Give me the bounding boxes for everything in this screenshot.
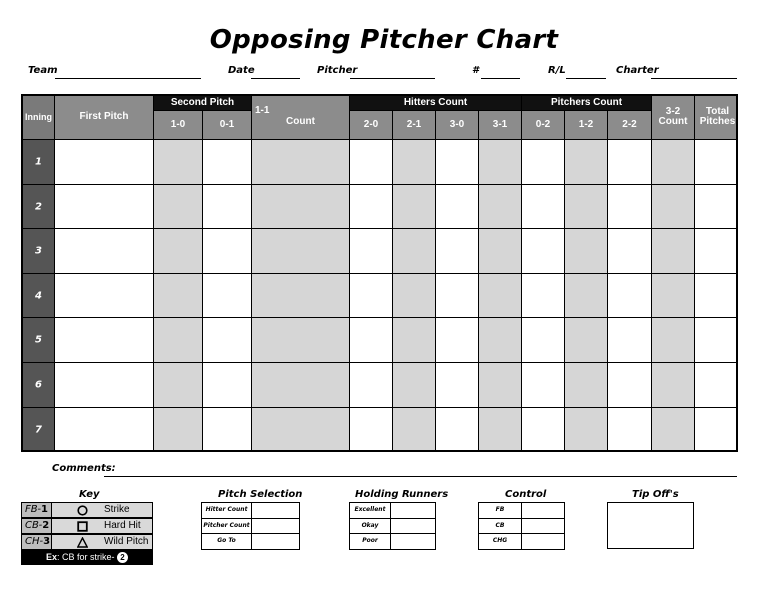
holding-runners-table: [349, 502, 436, 550]
tip-offs-box[interactable]: [607, 502, 694, 549]
count-1-0-cell[interactable]: [154, 318, 203, 363]
first-pitch-cell[interactable]: [55, 274, 154, 318]
col-header-total-pitches: Total Pitches: [695, 96, 738, 140]
count-3-0-cell[interactable]: [436, 408, 479, 452]
count-1-2-cell[interactable]: [565, 229, 608, 274]
table-row[interactable]: Excellent: [350, 503, 435, 519]
inning-number: 5: [35, 334, 42, 346]
pitcher-label: Pitcher: [317, 65, 358, 76]
control-table: [478, 502, 565, 550]
count-2-0-cell[interactable]: [350, 363, 393, 408]
pitch-selection-table: [201, 502, 300, 550]
first-pitch-cell[interactable]: [55, 363, 154, 408]
count-1-2-cell[interactable]: [565, 408, 608, 452]
count-3-1-cell[interactable]: [479, 274, 522, 318]
count-2-2-cell[interactable]: [608, 274, 652, 318]
first-pitch-header: First Pitch: [55, 96, 154, 140]
count-3-1-cell[interactable]: [479, 408, 522, 452]
table-row[interactable]: Okay: [350, 519, 435, 534]
count-3-0-cell[interactable]: [436, 229, 479, 274]
count-1-1-cell[interactable]: [252, 408, 350, 452]
table-row[interactable]: Poor: [350, 534, 435, 549]
count-2-1-cell[interactable]: [393, 274, 436, 318]
rl-field[interactable]: [566, 78, 606, 79]
second-pitch-header: Second Pitch: [154, 96, 252, 111]
rl-label: R/L: [548, 65, 566, 76]
pitch-chart-grid: [21, 94, 738, 452]
first-pitch-cell[interactable]: [55, 140, 154, 185]
count-3-1-cell[interactable]: [479, 229, 522, 274]
count-0-2-cell[interactable]: [522, 274, 565, 318]
total-pitches-cell[interactable]: [695, 318, 738, 363]
table-row[interactable]: CHG: [479, 534, 564, 549]
count-0-2-cell[interactable]: [522, 363, 565, 408]
col-header-0-2: 0-2: [522, 111, 565, 140]
inning-number: 4: [35, 290, 42, 301]
comments-label: Comments:: [52, 463, 116, 474]
circle-icon: [77, 505, 88, 516]
pitcher-field[interactable]: [350, 78, 435, 79]
total-pitches-cell[interactable]: [695, 274, 738, 318]
table-row[interactable]: FB: [479, 503, 564, 519]
triangle-icon: [77, 537, 88, 548]
count-0-2-cell[interactable]: [522, 408, 565, 452]
pitch-selection-title: Pitch Selection: [218, 489, 303, 500]
count-1-1-cell[interactable]: [252, 318, 350, 363]
table-row[interactable]: Go To: [202, 534, 299, 549]
count-3-2-cell[interactable]: [652, 318, 695, 363]
count-3-2-cell[interactable]: [652, 140, 695, 185]
count-1-1-cell[interactable]: [252, 185, 350, 229]
count-0-2-cell[interactable]: [522, 140, 565, 185]
pitchers-count-header: Pitchers Count: [522, 96, 652, 111]
col-header-2-1: 2-1: [393, 111, 436, 140]
count-1-2-cell[interactable]: [565, 185, 608, 229]
count-3-0-cell[interactable]: [436, 185, 479, 229]
key-code: FB-1: [21, 502, 52, 518]
total-pitches-cell[interactable]: [695, 363, 738, 408]
count-3-2-cell[interactable]: [652, 185, 695, 229]
count-2-0-cell[interactable]: [350, 185, 393, 229]
control-title: Control: [505, 489, 547, 500]
count-2-1-cell[interactable]: [393, 185, 436, 229]
count-2-2-cell[interactable]: [608, 318, 652, 363]
square-icon: [77, 521, 88, 532]
count-2-2-cell[interactable]: [608, 408, 652, 452]
inning-header: Inning: [23, 96, 55, 140]
count-3-0-cell[interactable]: [436, 274, 479, 318]
inning-cell: [23, 274, 55, 318]
count-1-0-cell[interactable]: [154, 408, 203, 452]
date-label: Date: [228, 65, 255, 76]
count-2-0-cell[interactable]: [350, 408, 393, 452]
date-field[interactable]: [251, 78, 300, 79]
count-2-2-cell[interactable]: [608, 140, 652, 185]
count-1-0-cell[interactable]: [154, 229, 203, 274]
number-field[interactable]: [481, 78, 520, 79]
col-header-3-2-count: 3-2 Count: [652, 96, 695, 140]
count-0-1-cell[interactable]: [203, 229, 252, 274]
key-row: [21, 502, 153, 518]
count-1-1-cell[interactable]: [252, 229, 350, 274]
key-row: [21, 518, 153, 534]
first-pitch-cell[interactable]: [55, 185, 154, 229]
count-0-1-cell[interactable]: [203, 185, 252, 229]
table-row[interactable]: CB: [479, 519, 564, 534]
count-2-1-cell[interactable]: [393, 318, 436, 363]
count-3-2-cell[interactable]: [652, 408, 695, 452]
inning-number: 1: [35, 156, 42, 168]
tip-offs-title: Tip Off's: [632, 489, 679, 500]
count-3-0-cell[interactable]: [436, 318, 479, 363]
count-3-1-cell[interactable]: [479, 140, 522, 185]
col-header-1-0: 1-0: [154, 111, 203, 140]
key-desc: Wild Pitch: [104, 536, 149, 547]
inning-cell: [23, 185, 55, 229]
count-0-2-cell[interactable]: [522, 229, 565, 274]
count-0-1-cell[interactable]: [203, 408, 252, 452]
count-2-1-cell[interactable]: [393, 229, 436, 274]
count-2-2-cell[interactable]: [608, 185, 652, 229]
count-3-2-cell[interactable]: [652, 229, 695, 274]
inning-number: 3: [35, 245, 42, 257]
count-3-1-cell[interactable]: [479, 363, 522, 408]
holding-runners-title: Holding Runners: [355, 489, 449, 500]
key-code: CB-2: [21, 518, 52, 534]
key-desc: Strike: [104, 504, 130, 515]
count-3-1-cell[interactable]: [479, 185, 522, 229]
count-2-2-cell[interactable]: [608, 229, 652, 274]
col-header-0-1: 0-1: [203, 111, 252, 140]
col-header-1-2: 1-2: [565, 111, 608, 140]
key-code: CH-3: [21, 534, 52, 550]
total-pitches-cell[interactable]: [695, 229, 738, 274]
count-0-1-cell[interactable]: [203, 318, 252, 363]
count-1-0-cell[interactable]: [154, 363, 203, 408]
count-1-1-cell[interactable]: [252, 363, 350, 408]
inning-cell: [23, 140, 55, 185]
inning-number: 2: [35, 201, 42, 212]
count-1-0-cell[interactable]: [154, 274, 203, 318]
count-0-1-cell[interactable]: [203, 274, 252, 318]
count-1-0-cell[interactable]: [154, 140, 203, 185]
inning-number: 6: [35, 379, 42, 391]
inning-number: 7: [35, 424, 42, 436]
team-field[interactable]: [55, 78, 201, 79]
count-2-0-cell[interactable]: [350, 318, 393, 363]
table-row[interactable]: Pitcher Count: [202, 519, 299, 534]
inning-cell: [23, 318, 55, 363]
key-title: Key: [79, 489, 100, 500]
col-header-3-1: 3-1: [479, 111, 522, 140]
count-3-2-cell[interactable]: [652, 274, 695, 318]
count-2-1-cell[interactable]: [393, 140, 436, 185]
example-badge: 2: [117, 552, 128, 563]
team-label: Team: [28, 65, 58, 76]
count-1-0-cell[interactable]: [154, 185, 203, 229]
count-0-2-cell[interactable]: [522, 185, 565, 229]
count-1-2-cell[interactable]: [565, 274, 608, 318]
col-header-2-2: 2-2: [608, 111, 652, 140]
count-1-2-cell[interactable]: [565, 140, 608, 185]
count-2-0-cell[interactable]: [350, 274, 393, 318]
total-pitches-cell[interactable]: [695, 140, 738, 185]
inning-cell: [23, 363, 55, 408]
first-pitch-cell[interactable]: [55, 318, 154, 363]
inning-cell: [23, 408, 55, 452]
count-0-1-cell[interactable]: [203, 140, 252, 185]
count-2-1-cell[interactable]: [393, 363, 436, 408]
first-pitch-cell[interactable]: [55, 408, 154, 452]
total-pitches-cell[interactable]: [695, 185, 738, 229]
count-0-1-cell[interactable]: [203, 363, 252, 408]
total-pitches-cell[interactable]: [695, 408, 738, 452]
key-row: [21, 534, 153, 550]
charter-field[interactable]: [651, 78, 737, 79]
col-header-2-0: 2-0: [350, 111, 393, 140]
comments-field[interactable]: [104, 476, 737, 477]
count-1-2-cell[interactable]: [565, 363, 608, 408]
count-2-1-cell[interactable]: [393, 408, 436, 452]
inning-cell: [23, 229, 55, 274]
count-1-2-cell[interactable]: [565, 318, 608, 363]
count-3-0-cell[interactable]: [436, 140, 479, 185]
number-label: #: [472, 65, 479, 76]
col-header-3-0: 3-0: [436, 111, 479, 140]
page-title: Opposing Pitcher Chart: [209, 25, 559, 55]
hitters-count-header: Hitters Count: [350, 96, 522, 111]
count-0-2-cell[interactable]: [522, 318, 565, 363]
count-3-0-cell[interactable]: [436, 363, 479, 408]
count-3-1-cell[interactable]: [479, 318, 522, 363]
table-row[interactable]: Hitter Count: [202, 503, 299, 519]
col-header-1-1-count: 1-1 Count: [252, 96, 350, 140]
count-2-0-cell[interactable]: [350, 140, 393, 185]
count-2-0-cell[interactable]: [350, 229, 393, 274]
count-1-1-cell[interactable]: [252, 274, 350, 318]
charter-label: Charter: [616, 65, 659, 76]
key-desc: Hard Hit: [104, 520, 141, 531]
count-2-2-cell[interactable]: [608, 363, 652, 408]
count-1-1-cell[interactable]: [252, 140, 350, 185]
count-3-2-cell[interactable]: [652, 363, 695, 408]
key-example: Ex: CB for strike- 2: [21, 550, 153, 565]
first-pitch-cell[interactable]: [55, 229, 154, 274]
key-legend: [21, 502, 153, 564]
